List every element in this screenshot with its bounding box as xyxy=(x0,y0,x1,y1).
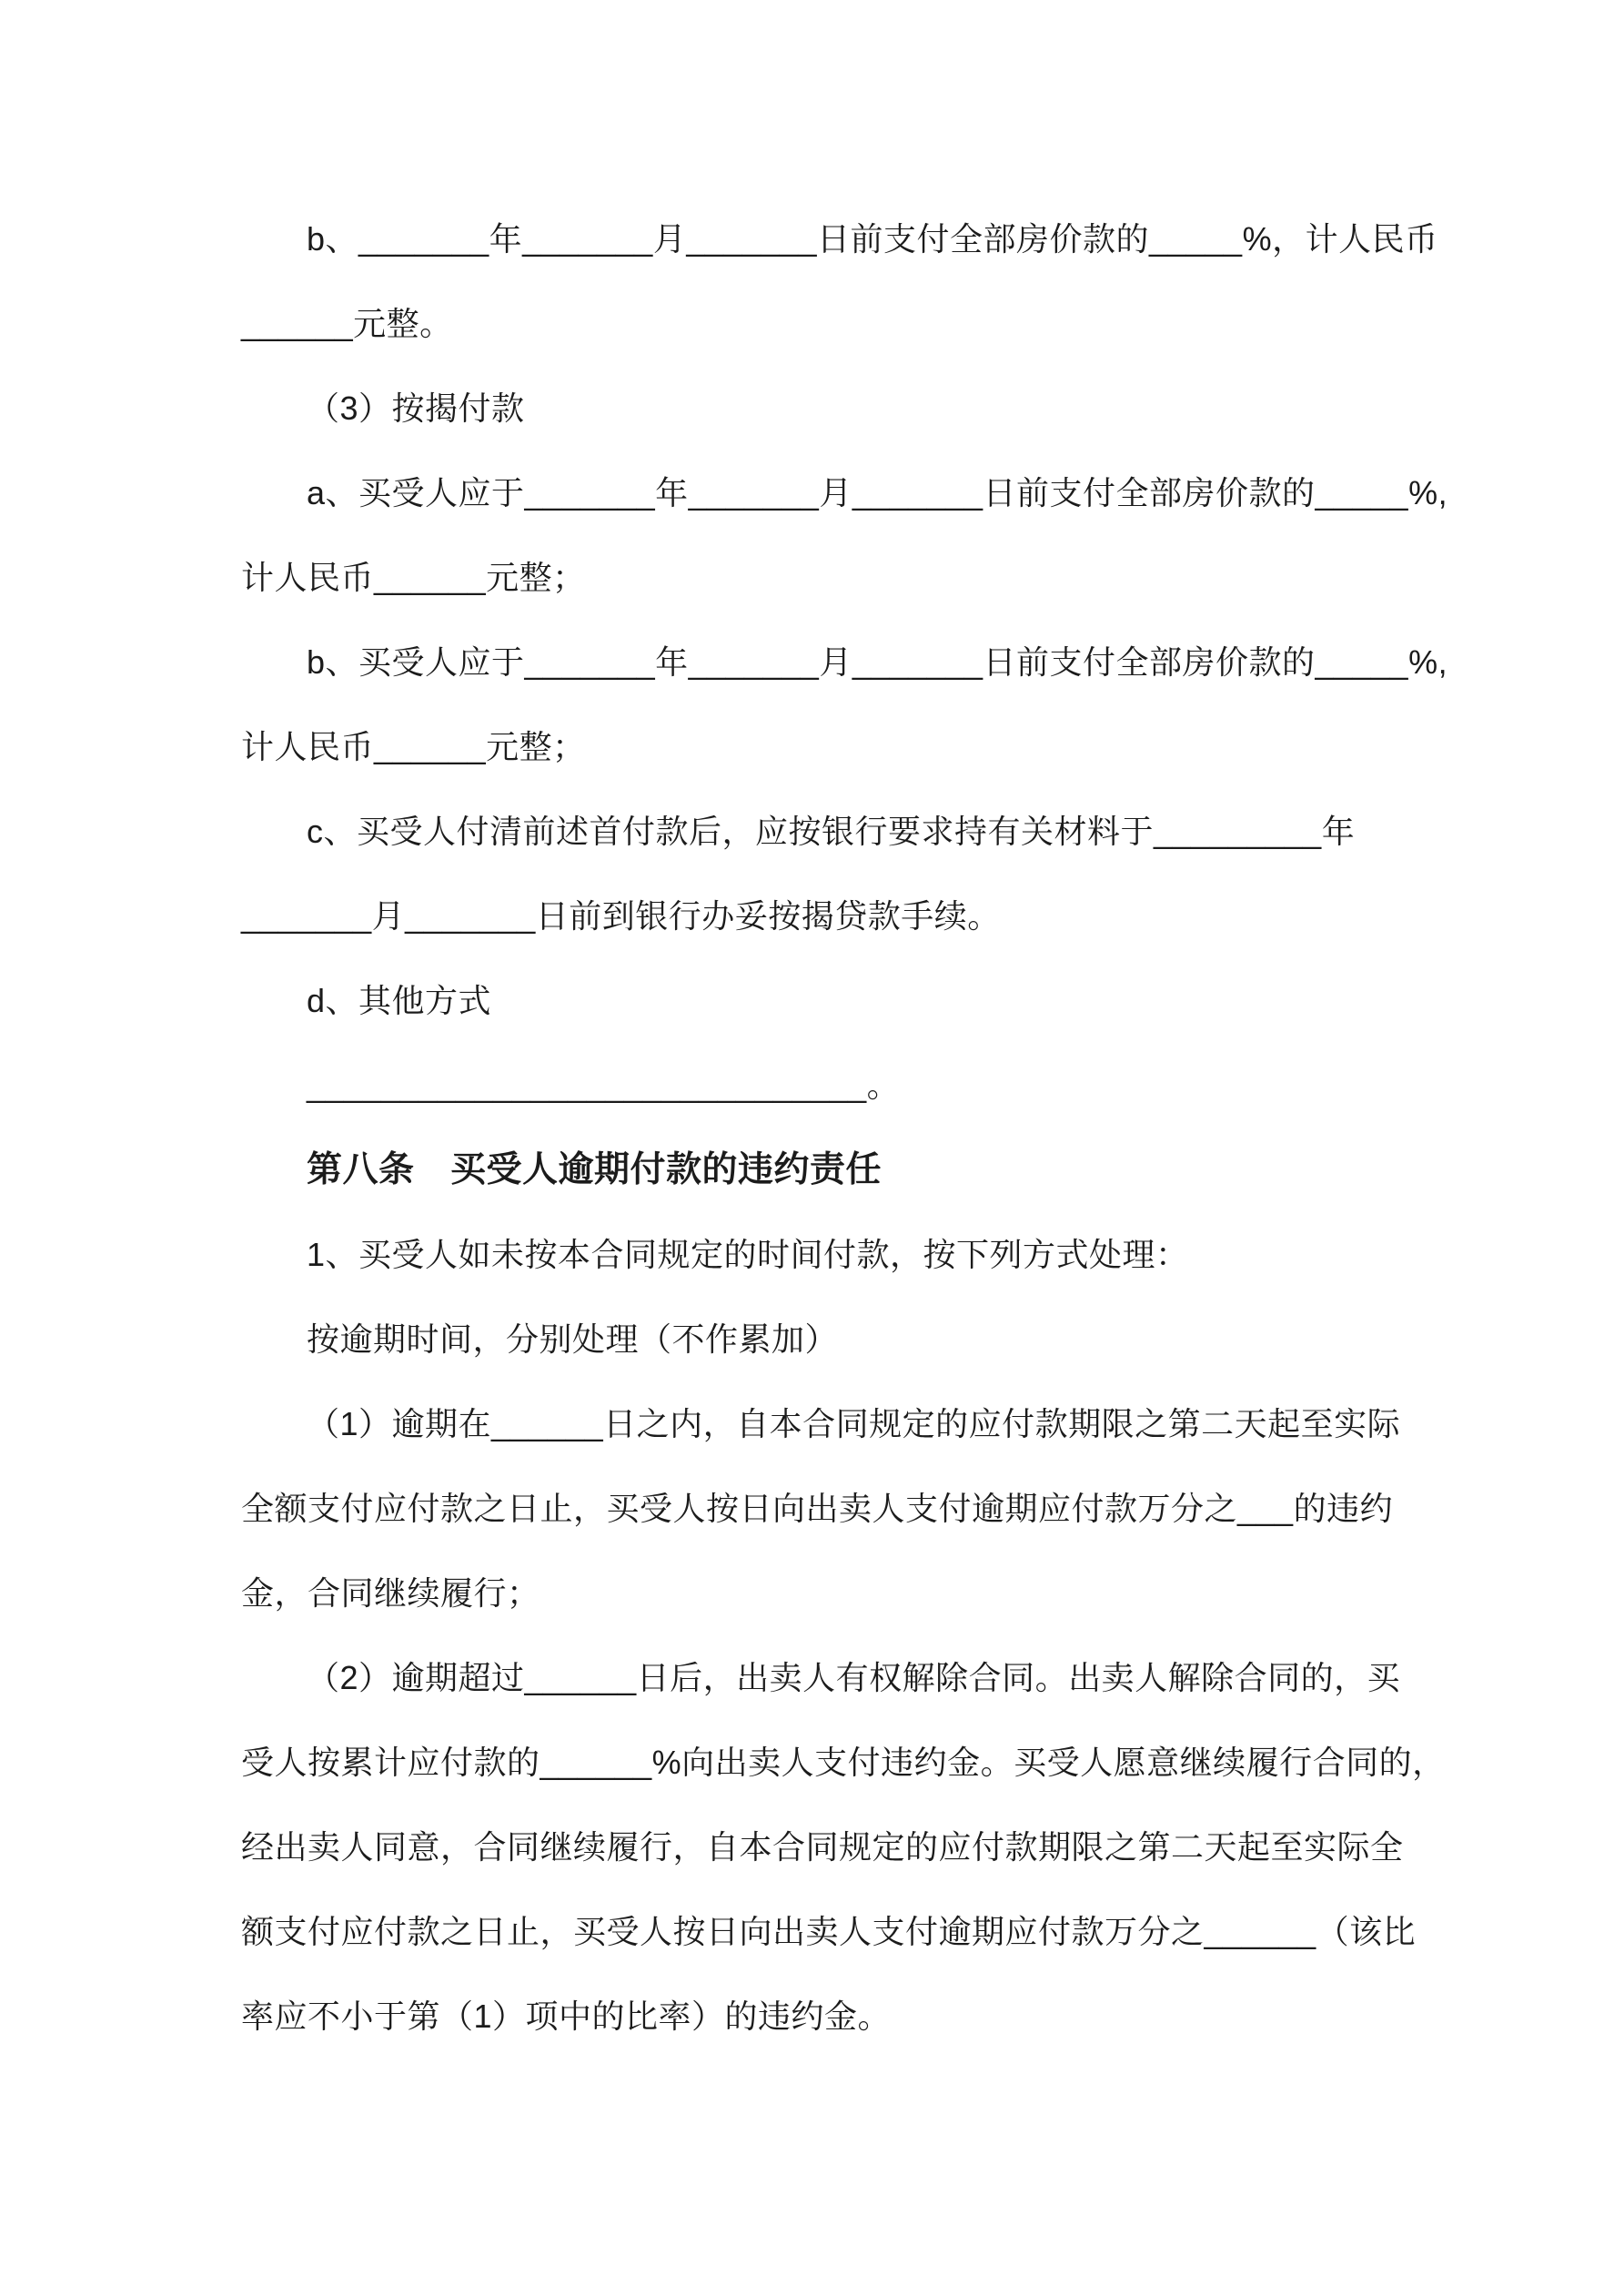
document-line: 受人按累计应付款的______%向出卖人支付违约金。买受人愿意继续履行合同的， xyxy=(241,1744,1446,1781)
section-heading: 第八条 买受人逾期付款的违约责任 xyxy=(307,1150,883,1189)
document-line: b、买受人应于_______年_______月_______日前支付全部房价款的_____%, xyxy=(307,643,1448,681)
document-line: （2）逾期超过______日后，出卖人有权解除合同。出卖人解除合同的，买 xyxy=(307,1659,1401,1696)
document-line: 金，合同继续履行； xyxy=(241,1574,540,1612)
document-line: 经出卖人同意，合同继续履行，自本合同规定的应付款期限之第二天起至实际全 xyxy=(241,1828,1404,1866)
blank-fill-line: ______________________________。 xyxy=(307,1067,901,1104)
document-line: 1、买受人如未按本合同规定的时间付款，按下列方式处理： xyxy=(307,1236,1189,1273)
document-line: 额支付应付款之日止，买受人按日向出卖人支付逾期应付款万分之______（该比 xyxy=(241,1913,1417,1950)
document-line: （3）按揭付款 xyxy=(307,389,525,427)
document-line: d、其他方式 xyxy=(307,982,492,1019)
document-line: b、_______年_______月_______日前支付全部房价款的_____%，计人民币 xyxy=(307,220,1438,258)
document-line: c、买受人付清前述首付款后，应按银行要求持有关材料于_________年 xyxy=(307,813,1356,850)
document-line: 计人民币______元整； xyxy=(241,728,586,765)
document-line: _______月_______日前到银行办妥按揭贷款手续。 xyxy=(241,897,1001,935)
document-line: （1）逾期在______日之内，自本合同规定的应付款期限之第二天起至实际 xyxy=(307,1405,1401,1442)
document-line: 按逾期时间，分别处理（不作累加） xyxy=(307,1320,839,1358)
document-line: 计人民币______元整； xyxy=(241,559,586,596)
document-line: a、买受人应于_______年_______月_______日前支付全部房价款的_____%, xyxy=(307,474,1448,511)
document-line: 全额支付应付款之日止，买受人按日向出卖人支付逾期应付款万分之___的违约 xyxy=(241,1490,1394,1527)
document-line: 率应不小于第（1）项中的比率）的违约金。 xyxy=(241,1998,892,2035)
document-line: ______元整。 xyxy=(241,305,453,342)
